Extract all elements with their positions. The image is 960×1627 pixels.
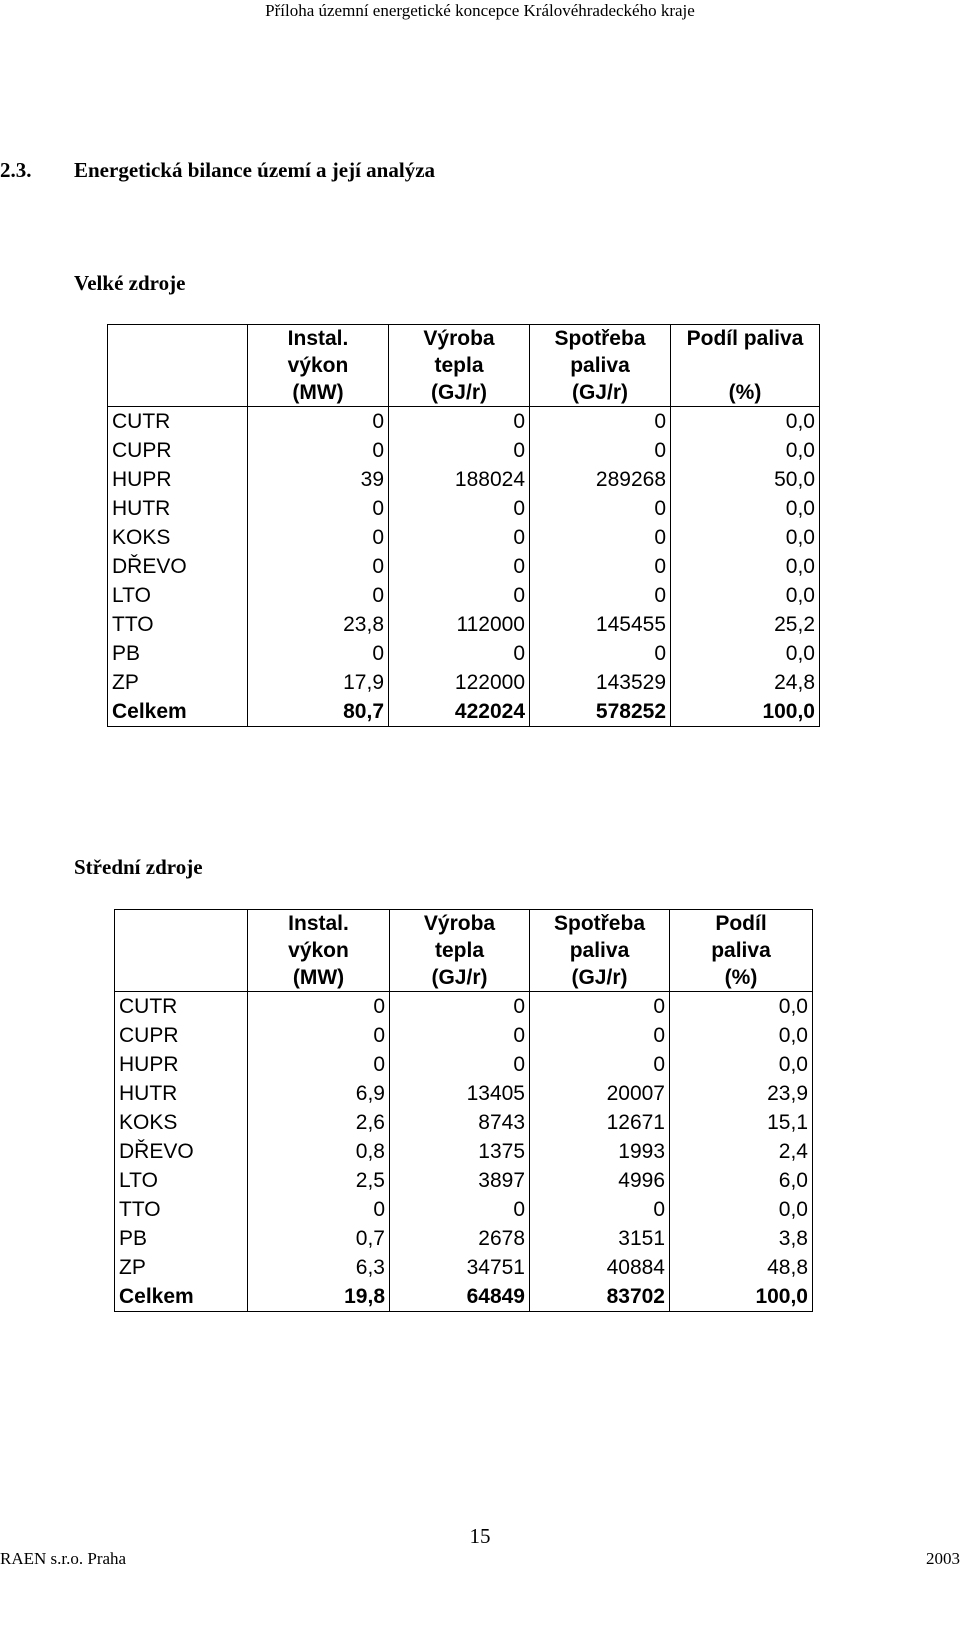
header-row	[108, 352, 820, 379]
table-cell: 0	[530, 581, 671, 610]
table-cell: 0,0	[778, 1053, 808, 1076]
table-cell: 0,0	[778, 1198, 808, 1221]
column-header-l2: tepla	[389, 352, 530, 379]
table-cell: 188024	[389, 465, 530, 494]
table-cell: 0	[389, 581, 530, 610]
table-cell: 3151	[530, 1224, 670, 1253]
table-cell: 4996	[530, 1166, 670, 1195]
header-row	[108, 325, 820, 353]
table-cell: 48,8	[767, 1256, 808, 1279]
footer-company: RAEN s.r.o. Praha	[0, 1549, 127, 1568]
column-header-l1: Spotřeba	[530, 325, 671, 353]
footer-year: 2003	[926, 1549, 960, 1568]
row-label: KOKS	[115, 1108, 248, 1137]
table-cell: 1993	[530, 1137, 670, 1166]
table-cell: 0,0	[785, 642, 815, 665]
table-cell: 0	[530, 639, 671, 668]
table-cell: 0	[390, 1021, 530, 1050]
column-header-l2: paliva	[711, 939, 771, 962]
table-row	[115, 1137, 813, 1166]
column-header-l2: paliva	[530, 352, 671, 379]
table-row	[108, 639, 820, 668]
table-cell: 112000	[389, 610, 530, 639]
table-row	[108, 465, 820, 494]
table-cell: 23,8	[248, 610, 389, 639]
table-cell: 0	[248, 523, 389, 552]
table-row	[115, 1224, 813, 1253]
table-cell: 3897	[390, 1166, 530, 1195]
table-row	[108, 581, 820, 610]
table-cell: 0,7	[248, 1224, 390, 1253]
table-row	[108, 552, 820, 581]
table-cell: 23,9	[767, 1082, 808, 1105]
column-header-unit: (GJ/r)	[389, 379, 530, 407]
table-row	[108, 436, 820, 465]
table-cell: 0	[389, 639, 530, 668]
table-cell: 1375	[390, 1137, 530, 1166]
column-header-unit: (MW)	[248, 379, 389, 407]
table-row	[108, 494, 820, 523]
table-row	[115, 1108, 813, 1137]
table-cell: 0	[530, 523, 671, 552]
table-cell: 0	[248, 992, 390, 1022]
table-cell: 6,0	[778, 1169, 808, 1192]
row-label: HUPR	[108, 465, 248, 494]
document-header-title: Příloha územní energetické koncepce Královéhradeckého kraje	[265, 1, 695, 20]
row-label: LTO	[115, 1166, 248, 1195]
table-cell: 0	[390, 1195, 530, 1224]
large-sources-table-body	[108, 325, 820, 727]
table-cell: 0	[389, 407, 530, 437]
table-cell: 64849	[390, 1282, 530, 1312]
row-label: DŘEVO	[115, 1137, 248, 1166]
column-header-l1: Výroba	[390, 910, 530, 938]
table-cell: 6,3	[248, 1253, 390, 1282]
table-cell: 8743	[390, 1108, 530, 1137]
column-header-l2: paliva	[530, 937, 670, 964]
header-label-cell	[108, 325, 248, 353]
table-row	[115, 1021, 813, 1050]
table-cell: 83702	[530, 1282, 670, 1312]
header-row	[115, 910, 813, 938]
table-cell: 0	[530, 1021, 670, 1050]
header-row	[108, 379, 820, 407]
table-row	[108, 697, 820, 727]
table-cell: 0	[248, 639, 389, 668]
row-label: HUTR	[115, 1079, 248, 1108]
table-cell: 0	[248, 436, 389, 465]
table-cell: 0,0	[785, 439, 815, 462]
row-label: Celkem	[108, 697, 248, 727]
table-cell: 422024	[389, 697, 530, 727]
row-label: CUTR	[115, 992, 248, 1022]
table-cell: 19,8	[248, 1282, 390, 1312]
table-cell: 0	[248, 581, 389, 610]
table-row	[108, 668, 820, 697]
table-cell: 0	[530, 552, 671, 581]
table-row	[108, 610, 820, 639]
table-cell: 0	[530, 1050, 670, 1079]
section-title: Energetická bilance území a její analýza	[74, 158, 436, 182]
column-header-l1: Podíl paliva	[686, 327, 804, 350]
table-cell: 0	[530, 494, 671, 523]
table-cell: 0	[390, 992, 530, 1022]
table-cell: 20007	[530, 1079, 670, 1108]
column-header-unit: (%)	[671, 379, 820, 407]
row-label: LTO	[108, 581, 248, 610]
column-header-unit: (%)	[670, 964, 813, 992]
table-cell: 25,2	[774, 613, 815, 636]
table-cell: 143529	[530, 668, 671, 697]
row-label: ZP	[115, 1253, 248, 1282]
table-heading-medium-sources: Střední zdroje	[74, 855, 203, 879]
row-label: CUPR	[115, 1021, 248, 1050]
medium-sources-table	[114, 909, 813, 1312]
table-cell: 40884	[530, 1253, 670, 1282]
row-label: CUPR	[108, 436, 248, 465]
table-cell: 0	[248, 552, 389, 581]
table-cell: 15,1	[767, 1111, 808, 1134]
header-label-cell	[108, 379, 248, 407]
table-cell: 0	[248, 494, 389, 523]
table-cell: 289268	[530, 465, 671, 494]
table-cell: 0	[530, 436, 671, 465]
section-number: 2.3.	[0, 158, 32, 182]
column-header-unit: (GJ/r)	[390, 964, 530, 992]
row-label: TTO	[115, 1195, 248, 1224]
column-header-l2: výkon	[248, 937, 390, 964]
table-cell: 0	[390, 1050, 530, 1079]
row-label: DŘEVO	[108, 552, 248, 581]
column-header-l1: Podíl	[715, 912, 767, 935]
column-header-unit: (GJ/r)	[530, 964, 670, 992]
column-header-l2: výkon	[248, 352, 389, 379]
table-cell: 100,0	[755, 1285, 808, 1308]
row-label: HUPR	[115, 1050, 248, 1079]
table-cell: 2,6	[248, 1108, 390, 1137]
table-row	[115, 1195, 813, 1224]
table-cell: 0,0	[785, 497, 815, 520]
table-cell: 12671	[530, 1108, 670, 1137]
table-cell: 3,8	[778, 1227, 808, 1250]
row-label: KOKS	[108, 523, 248, 552]
column-header-l2: tepla	[390, 937, 530, 964]
table-cell: 0,8	[248, 1137, 390, 1166]
table-cell: 17,9	[248, 668, 389, 697]
row-label: CUTR	[108, 407, 248, 437]
large-sources-table	[107, 324, 820, 727]
table-cell: 0	[389, 523, 530, 552]
table-cell: 34751	[390, 1253, 530, 1282]
column-header-l1: Instal.	[248, 325, 389, 353]
table-row	[108, 523, 820, 552]
table-cell: 0	[389, 494, 530, 523]
table-cell: 0,0	[785, 410, 815, 433]
table-cell: 0	[389, 552, 530, 581]
row-label: PB	[115, 1224, 248, 1253]
table-cell: 100,0	[762, 700, 815, 723]
table-row	[115, 1282, 813, 1312]
table-cell: 578252	[530, 697, 671, 727]
table-heading-large-sources: Velké zdroje	[74, 271, 186, 295]
header-label-cell	[115, 910, 248, 938]
table-cell: 0	[530, 1195, 670, 1224]
table-cell: 50,0	[774, 468, 815, 491]
table-cell: 0	[530, 407, 671, 437]
table-cell: 122000	[389, 668, 530, 697]
table-row	[115, 992, 813, 1022]
header-row	[115, 964, 813, 992]
header-row	[115, 937, 813, 964]
header-label-cell	[115, 964, 248, 992]
row-label: PB	[108, 639, 248, 668]
table-cell: 2,4	[778, 1140, 808, 1163]
column-header-l2	[671, 352, 820, 379]
table-cell: 80,7	[248, 697, 389, 727]
table-row	[115, 1166, 813, 1195]
table-row	[108, 407, 820, 437]
header-label-cell	[115, 937, 248, 964]
table-cell: 0,0	[785, 526, 815, 549]
row-label: Celkem	[115, 1282, 248, 1312]
header-label-cell	[108, 352, 248, 379]
column-header-l1: Instal.	[248, 910, 390, 938]
table-cell: 24,8	[774, 671, 815, 694]
table-cell: 0	[248, 1021, 390, 1050]
column-header-l1: Spotřeba	[530, 910, 670, 938]
table-cell: 13405	[390, 1079, 530, 1108]
table-row	[115, 1050, 813, 1079]
table-cell: 0	[389, 436, 530, 465]
column-header-unit: (MW)	[248, 964, 390, 992]
table-cell: 39	[248, 465, 389, 494]
table-row	[115, 1253, 813, 1282]
table-cell: 0	[248, 1050, 390, 1079]
medium-sources-table-body	[115, 910, 813, 1312]
table-cell: 0	[248, 407, 389, 437]
table-cell: 145455	[530, 610, 671, 639]
table-cell: 6,9	[248, 1079, 390, 1108]
column-header-unit: (GJ/r)	[530, 379, 671, 407]
row-label: TTO	[108, 610, 248, 639]
table-cell: 0	[530, 992, 670, 1022]
table-cell: 2678	[390, 1224, 530, 1253]
table-cell: 0,0	[785, 584, 815, 607]
table-cell: 0,0	[778, 1024, 808, 1047]
table-cell: 0	[248, 1195, 390, 1224]
table-row	[115, 1079, 813, 1108]
table-cell: 2,5	[248, 1166, 390, 1195]
table-cell: 0,0	[785, 555, 815, 578]
column-header-l1: Výroba	[389, 325, 530, 353]
table-cell: 0,0	[778, 995, 808, 1018]
row-label: HUTR	[108, 494, 248, 523]
page-number: 15	[469, 1524, 491, 1548]
row-label: ZP	[108, 668, 248, 697]
